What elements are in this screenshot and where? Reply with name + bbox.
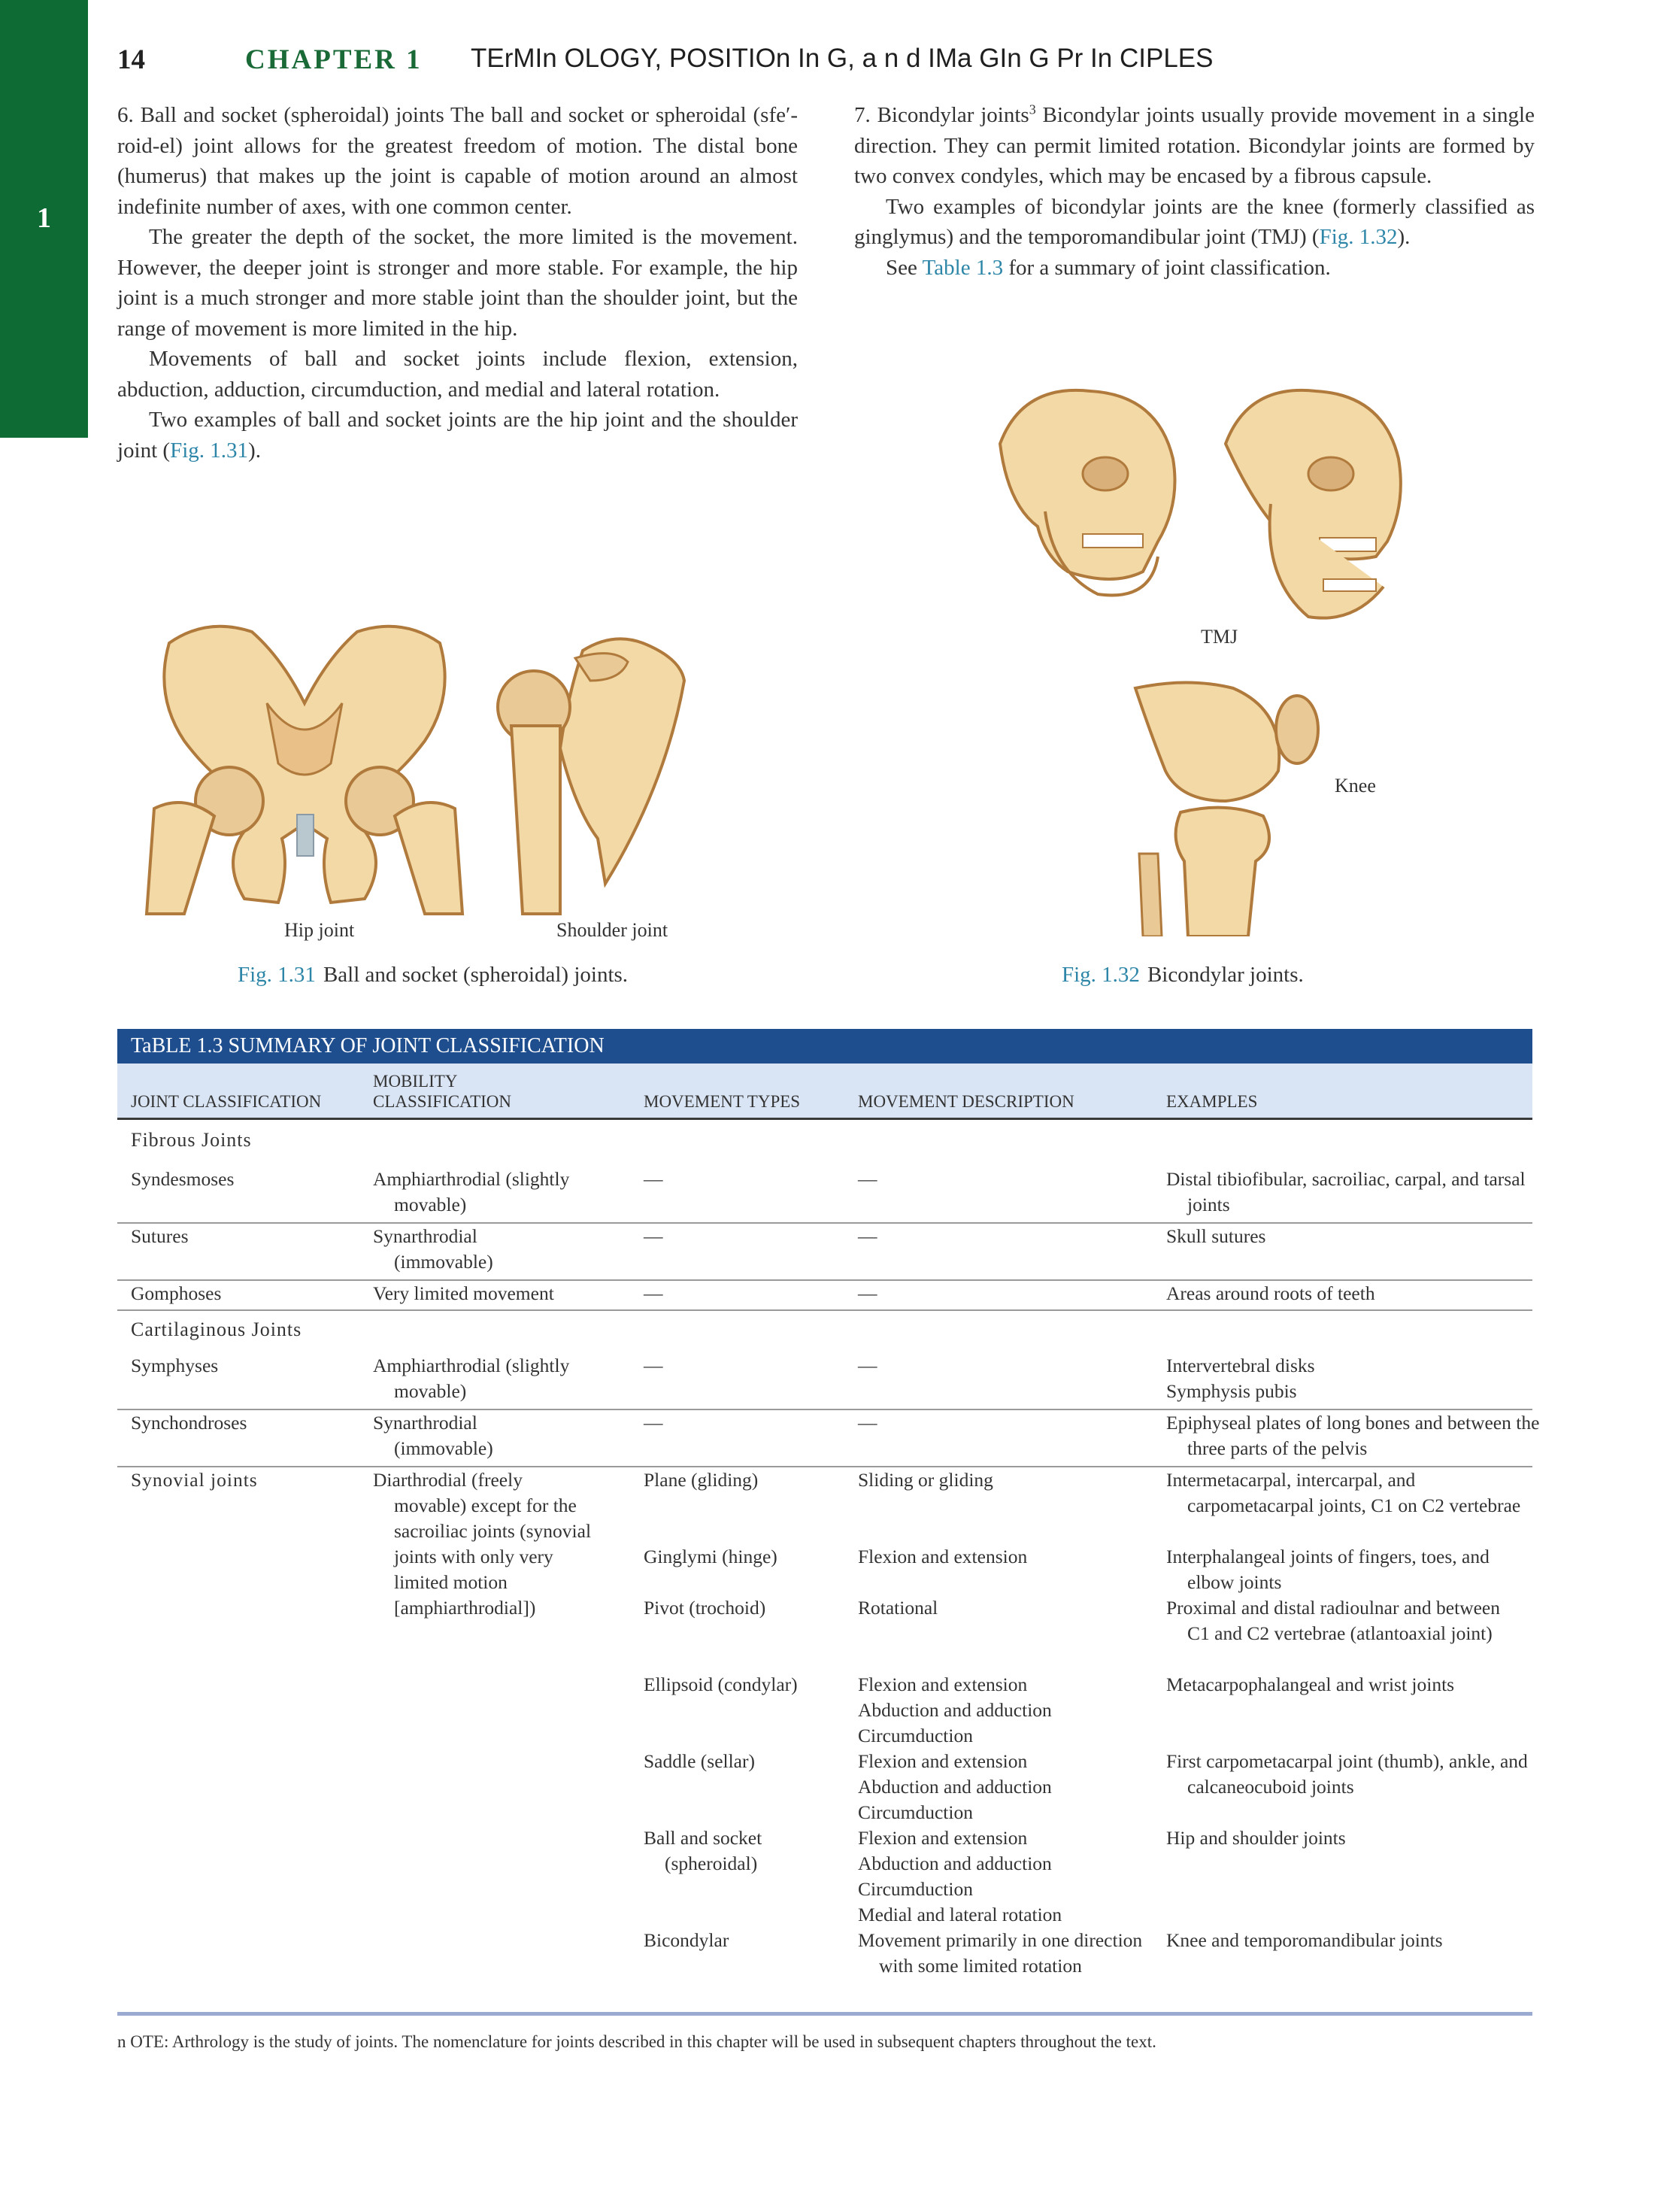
- synovial-type-pivot: Pivot (trochoid): [644, 1597, 766, 1619]
- synovial-examples-bicondylar: Knee and temporomandibular joints: [1166, 1929, 1443, 1951]
- cell-synchondroses: Synchondroses: [131, 1412, 247, 1434]
- knee-illustration: [1128, 673, 1323, 936]
- cell-synovial-mobility: Diarthrodial (freely movable) except for the sacroiliac joints (synovial joints with only very limited motion [amphiarthrodial]): [373, 1469, 592, 1619]
- cell-symphyses-desc: —: [858, 1355, 877, 1376]
- fig-1-32-number[interactable]: Fig. 1.32: [1062, 963, 1140, 987]
- synovial-type-ball-socket: Ball and socket (spheroidal): [644, 1827, 762, 1874]
- cell-sutures-types: —: [644, 1225, 663, 1247]
- cell-gomphoses-desc: —: [858, 1282, 877, 1304]
- cell-synchondroses-types: —: [644, 1412, 663, 1434]
- table-title: TaBLE 1.3 SUMMARY OF JOINT CLASSIFICATION: [117, 1029, 1532, 1064]
- hip-joint-label: Hip joint: [284, 919, 355, 941]
- cell-sutures-desc: —: [858, 1225, 877, 1247]
- synovial-type-ellipsoid: Ellipsoid (condylar): [644, 1673, 798, 1695]
- cell-syndesmoses: Syndesmoses: [131, 1168, 235, 1190]
- shoulder-joint-label: Shoulder joint: [556, 919, 668, 941]
- row-divider: [117, 1222, 1532, 1224]
- cell-syndesmoses-types: —: [644, 1168, 663, 1190]
- paragraph-bicondylar-intro: 7. Bicondylar joints$^3$ Bicondylar joints usually provide movement in a single direction. They can permit limited rotation. Bicondylar joints are formed by two convex condyles, which may be encased by a fibrous capsule.: [854, 102, 1535, 188]
- fig-1-32-caption: Fig. 1.32 Bicondylar joints.: [1062, 963, 1304, 987]
- cell-sutures: Sutures: [131, 1225, 189, 1247]
- shoulder-joint-illustration: [492, 636, 696, 918]
- synovial-examples-pivot: Proximal and distal radioulnar and between C1 and C2 vertebrae (atlantoaxial joint): [1166, 1597, 1500, 1644]
- note-text: n OTE: Arthrology is the study of joints. The nomenclature for joints described in this chapter will be used in subsequent chapters throughout the text.: [117, 2032, 1156, 2051]
- cell-gomphoses-types: —: [644, 1282, 663, 1304]
- paragraph-ball-socket-examples: Two examples of ball and socket joints are the hip joint and the shoulder joint (Fig. 1.31).: [117, 408, 798, 463]
- synovial-examples-ellipsoid: Metacarpophalangeal and wrist joints: [1166, 1673, 1455, 1695]
- cell-sutures-mobility: Synarthrodial (immovable): [373, 1225, 493, 1273]
- hip-joint-illustration: [139, 613, 470, 918]
- section-fibrous-joints: Fibrous Joints: [131, 1129, 252, 1151]
- paragraph-bicondylar-examples: Two examples of bicondylar joints are the knee (formerly classified as ginglymus) and the temporomandibular joint (TMJ) (Fig. 1.32).: [854, 194, 1535, 249]
- right-column: [854, 100, 1535, 283]
- synovial-desc-bicondylar: Movement primarily in one direction with some limited rotation: [858, 1929, 1143, 1977]
- left-column: [117, 100, 798, 466]
- tmj-illustration: [977, 376, 1414, 624]
- header-examples: EXAMPLES: [1166, 1092, 1258, 1111]
- joint-classification-table: [117, 1029, 1540, 2030]
- chapter-tab-number: 1: [37, 202, 51, 234]
- paragraph-see-table: See Table 1.3 for a summary of joint classification.: [886, 255, 1331, 280]
- cell-synchondroses-examples: Epiphyseal plates of long bones and between the three parts of the pelvis: [1166, 1412, 1540, 1459]
- cell-symphyses-mobility: Amphiarthrodial (slightly movable): [373, 1355, 570, 1402]
- row-divider: [117, 1309, 1532, 1311]
- cell-synchondroses-mobility: Synarthrodial (immovable): [373, 1412, 493, 1459]
- cell-gomphoses: Gomphoses: [131, 1282, 222, 1304]
- knee-label: Knee: [1335, 775, 1376, 797]
- paragraph-socket-depth: The greater the depth of the socket, the more limited is the movement. However, the deeper joint is stronger and more stable. For example, the hip joint is a much stronger and more stable joint than the shoulder joint, but the range of movement is more limited in the hip.: [117, 225, 798, 341]
- page-header: [117, 44, 1546, 81]
- synovial-desc-saddle: Flexion and extension Abduction and adduction Circumduction: [858, 1750, 1052, 1823]
- table-header-row: [117, 1064, 1532, 1120]
- cell-syndesmoses-examples: Distal tibiofibular, sacroiliac, carpal, and tarsal joints: [1166, 1168, 1526, 1215]
- synovial-examples-plane: Intermetacarpal, intercarpal, and carpometacarpal joints, C1 on C2 vertebrae: [1166, 1469, 1521, 1516]
- cell-synchondroses-desc: —: [858, 1412, 877, 1434]
- synovial-type-plane: Plane (gliding): [644, 1469, 759, 1491]
- section-cartilaginous-joints: Cartilaginous Joints: [131, 1318, 302, 1340]
- cell-sutures-examples: Skull sutures: [1166, 1225, 1266, 1247]
- synovial-desc-ellipsoid: Flexion and extension Abduction and adduction Circumduction: [858, 1673, 1052, 1746]
- synovial-type-bicondylar: Bicondylar: [644, 1929, 729, 1951]
- synovial-examples-ball-socket: Hip and shoulder joints: [1166, 1827, 1346, 1849]
- fig-1-31-number[interactable]: Fig. 1.31: [238, 963, 316, 987]
- cell-syndesmoses-mobility: Amphiarthrodial (slightly movable): [373, 1168, 570, 1215]
- header-joint-classification: JOINT CLASSIFICATION: [131, 1092, 322, 1111]
- cell-gomphoses-examples: Areas around roots of teeth: [1166, 1282, 1375, 1304]
- fig-1-31-caption: Fig. 1.31 Ball and socket (spheroidal) joints.: [238, 963, 629, 987]
- cell-gomphoses-mobility: Very limited movement: [373, 1282, 554, 1304]
- synovial-desc-hinge: Flexion and extension: [858, 1546, 1028, 1567]
- synovial-desc-plane: Sliding or gliding: [858, 1469, 993, 1491]
- synovial-type-hinge: Ginglymi (hinge): [644, 1546, 777, 1567]
- synovial-desc-ball-socket: Flexion and extension Abduction and adduction Circumduction Medial and lateral rotation: [858, 1827, 1062, 1925]
- tmj-label: TMJ: [1201, 626, 1238, 648]
- synovial-examples-hinge: Interphalangeal joints of fingers, toes, and elbow joints: [1166, 1546, 1490, 1593]
- synovial-examples-saddle: First carpometacarpal joint (thumb), ankle, and calcaneocuboid joints: [1166, 1750, 1528, 1798]
- table-body: [117, 1120, 1540, 2030]
- fig-1-31-link[interactable]: Fig. 1.31: [170, 438, 249, 463]
- chapter-title: TErMIn OLOGY, POSITIOn In G, a n d IMa GIn G Pr In CIPLES: [471, 44, 1214, 73]
- header-mobility-classification: MOBILITY CLASSIFICATION: [373, 1072, 512, 1111]
- footnote-ref: 3: [1029, 102, 1036, 117]
- cell-syndesmoses-desc: —: [858, 1168, 877, 1190]
- fig-1-32-link[interactable]: Fig. 1.32: [1319, 225, 1398, 249]
- table-bottom-border: [117, 2012, 1532, 2016]
- cell-symphyses-types: —: [644, 1355, 663, 1376]
- paragraph-ball-socket-intro: 6. Ball and socket (spheroidal) joints The ball and socket or spheroidal (sfe′-roid-el) joint allows for the greatest freedom of motion. The distal bone (humerus) that makes up the joint is capable of motion around an almost indefinite number of axes, with one common center.: [117, 103, 798, 219]
- table-1-3-link[interactable]: Table 1.3: [922, 255, 1004, 280]
- page-number: 14: [117, 44, 145, 75]
- header-movement-types: MOVEMENT TYPES: [644, 1092, 801, 1111]
- cell-symphyses-examples: Intervertebral disks Symphysis pubis: [1166, 1355, 1315, 1402]
- cell-synovial-joints: Synovial joints: [131, 1469, 258, 1491]
- chapter-label: CHAPTER 1: [245, 44, 423, 75]
- cell-symphyses: Symphyses: [131, 1355, 219, 1376]
- header-movement-description: MOVEMENT DESCRIPTION: [858, 1092, 1074, 1111]
- synovial-desc-pivot: Rotational: [858, 1597, 938, 1619]
- synovial-type-saddle: Saddle (sellar): [644, 1750, 755, 1772]
- paragraph-ball-socket-movements: Movements of ball and socket joints include flexion, extension, abduction, adduction, circumduction, and medial and lateral rotation.: [117, 347, 798, 402]
